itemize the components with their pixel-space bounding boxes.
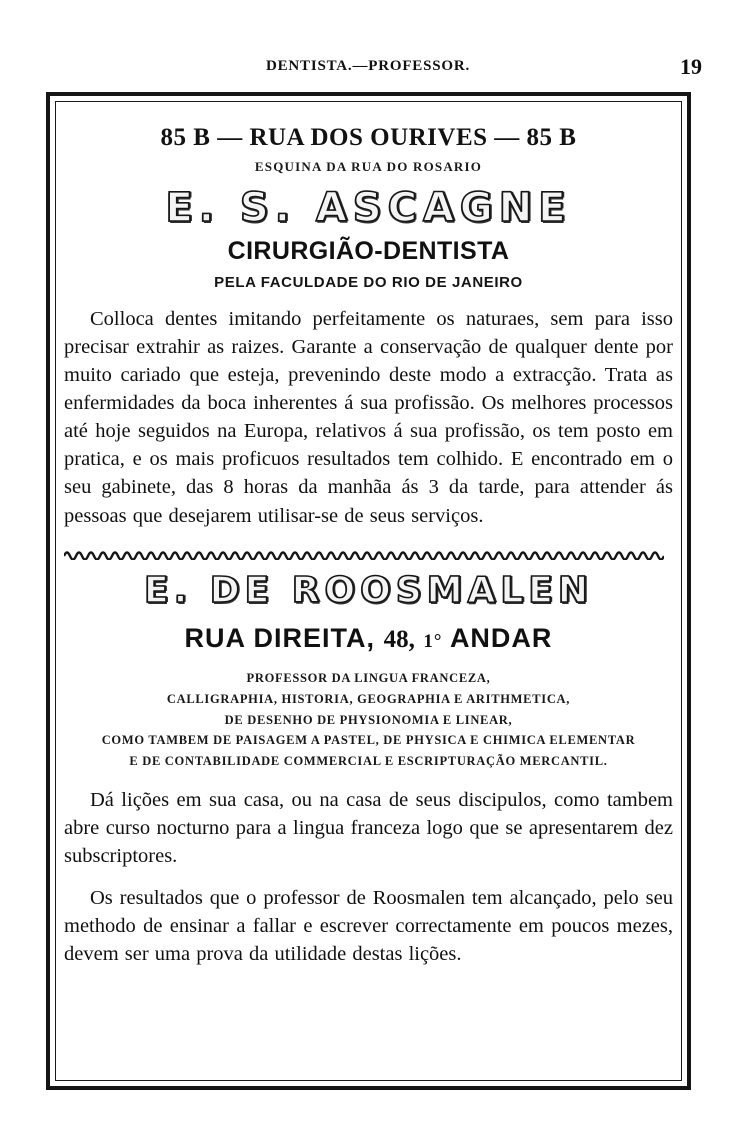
wavy-divider bbox=[64, 548, 673, 560]
professor-subject-line: CALLIGRAPHIA, HISTORIA, GEOGRAPHIA E ARITHMETICA, bbox=[166, 692, 571, 707]
professor-name: E. DE ROOSMALEN bbox=[143, 569, 593, 611]
professor-subject-line: COMO TAMBEM DE PAISAGEM A PASTEL, DE PHYSICA E CHIMICA ELEMENTAR bbox=[101, 733, 636, 748]
professor-subjects bbox=[64, 668, 673, 771]
dentist-body-text: Colloca dentes imitando perfeitamente os naturaes, sem para isso precisar extrahir as raizes. Garante a conservação de qualquer dente por muito cariado que esteja, prevenindo deste modo a extracção. Trata as enfermidades da boca inherentes á sua profissão. Os melhores processos até hoje seguidos na Europa, relativos á sua profissão, os tem posto em pratica, e os mais proficuos resultados tem colhido. E encontrado em o seu gabinete, das 8 horas da manhãa ás 3 da tarde, para attender ás pessoas que desejarem utilisar-se de seus serviços. bbox=[64, 308, 673, 527]
dentist-name: E. S. ASCAGNE bbox=[165, 185, 572, 231]
advertisement-content bbox=[64, 108, 673, 1076]
professor-subject-line: E DE CONTABILIDADE COMMERCIAL E ESCRIPTURAÇÃO MERCANTIL. bbox=[129, 753, 608, 768]
professor-paragraph-1: Dá lições em sua casa, ou na casa de seus discipulos, como tambem abre curso nocturno para a lingua franceza logo que se apresentarem dez subscriptores. bbox=[64, 788, 673, 867]
dentist-profession: CIRURGIÃO-DENTISTA bbox=[227, 237, 510, 265]
professor-paragraph-2: Os resultados que o professor de Roosmalen tem alcançado, pelo seu methodo de ensinar a fallar e escrever correctamente em poucos mezes, devem ser uma prova da utilidade destas lições. bbox=[64, 886, 673, 965]
advertisement-frame bbox=[46, 92, 691, 1090]
professor-street: RUA DIREITA, bbox=[184, 623, 376, 654]
professor-subject-line: DE DESENHO DE PHYSIONOMIA E LINEAR, bbox=[224, 712, 513, 727]
dentist-address: 85 B — RUA DOS OURIVES — 85 B bbox=[160, 124, 577, 151]
dentist-credential: PELA FACULDADE DO RIO DE JANEIRO bbox=[214, 274, 523, 291]
professor-street-suffix: ANDAR bbox=[449, 623, 553, 654]
professor-address bbox=[64, 623, 673, 654]
dentist-cross-street: ESQUINA DA RUA DO ROSARIO bbox=[254, 159, 483, 174]
professor-street-number: 48, bbox=[383, 626, 415, 654]
professor-street-floor: 1° bbox=[423, 631, 443, 653]
professor-subject-line: PROFESSOR DA LINGUA FRANCEZA, bbox=[246, 671, 491, 686]
page-number: 19 bbox=[680, 54, 702, 79]
running-head: DENTISTA.—PROFESSOR. bbox=[265, 58, 471, 74]
